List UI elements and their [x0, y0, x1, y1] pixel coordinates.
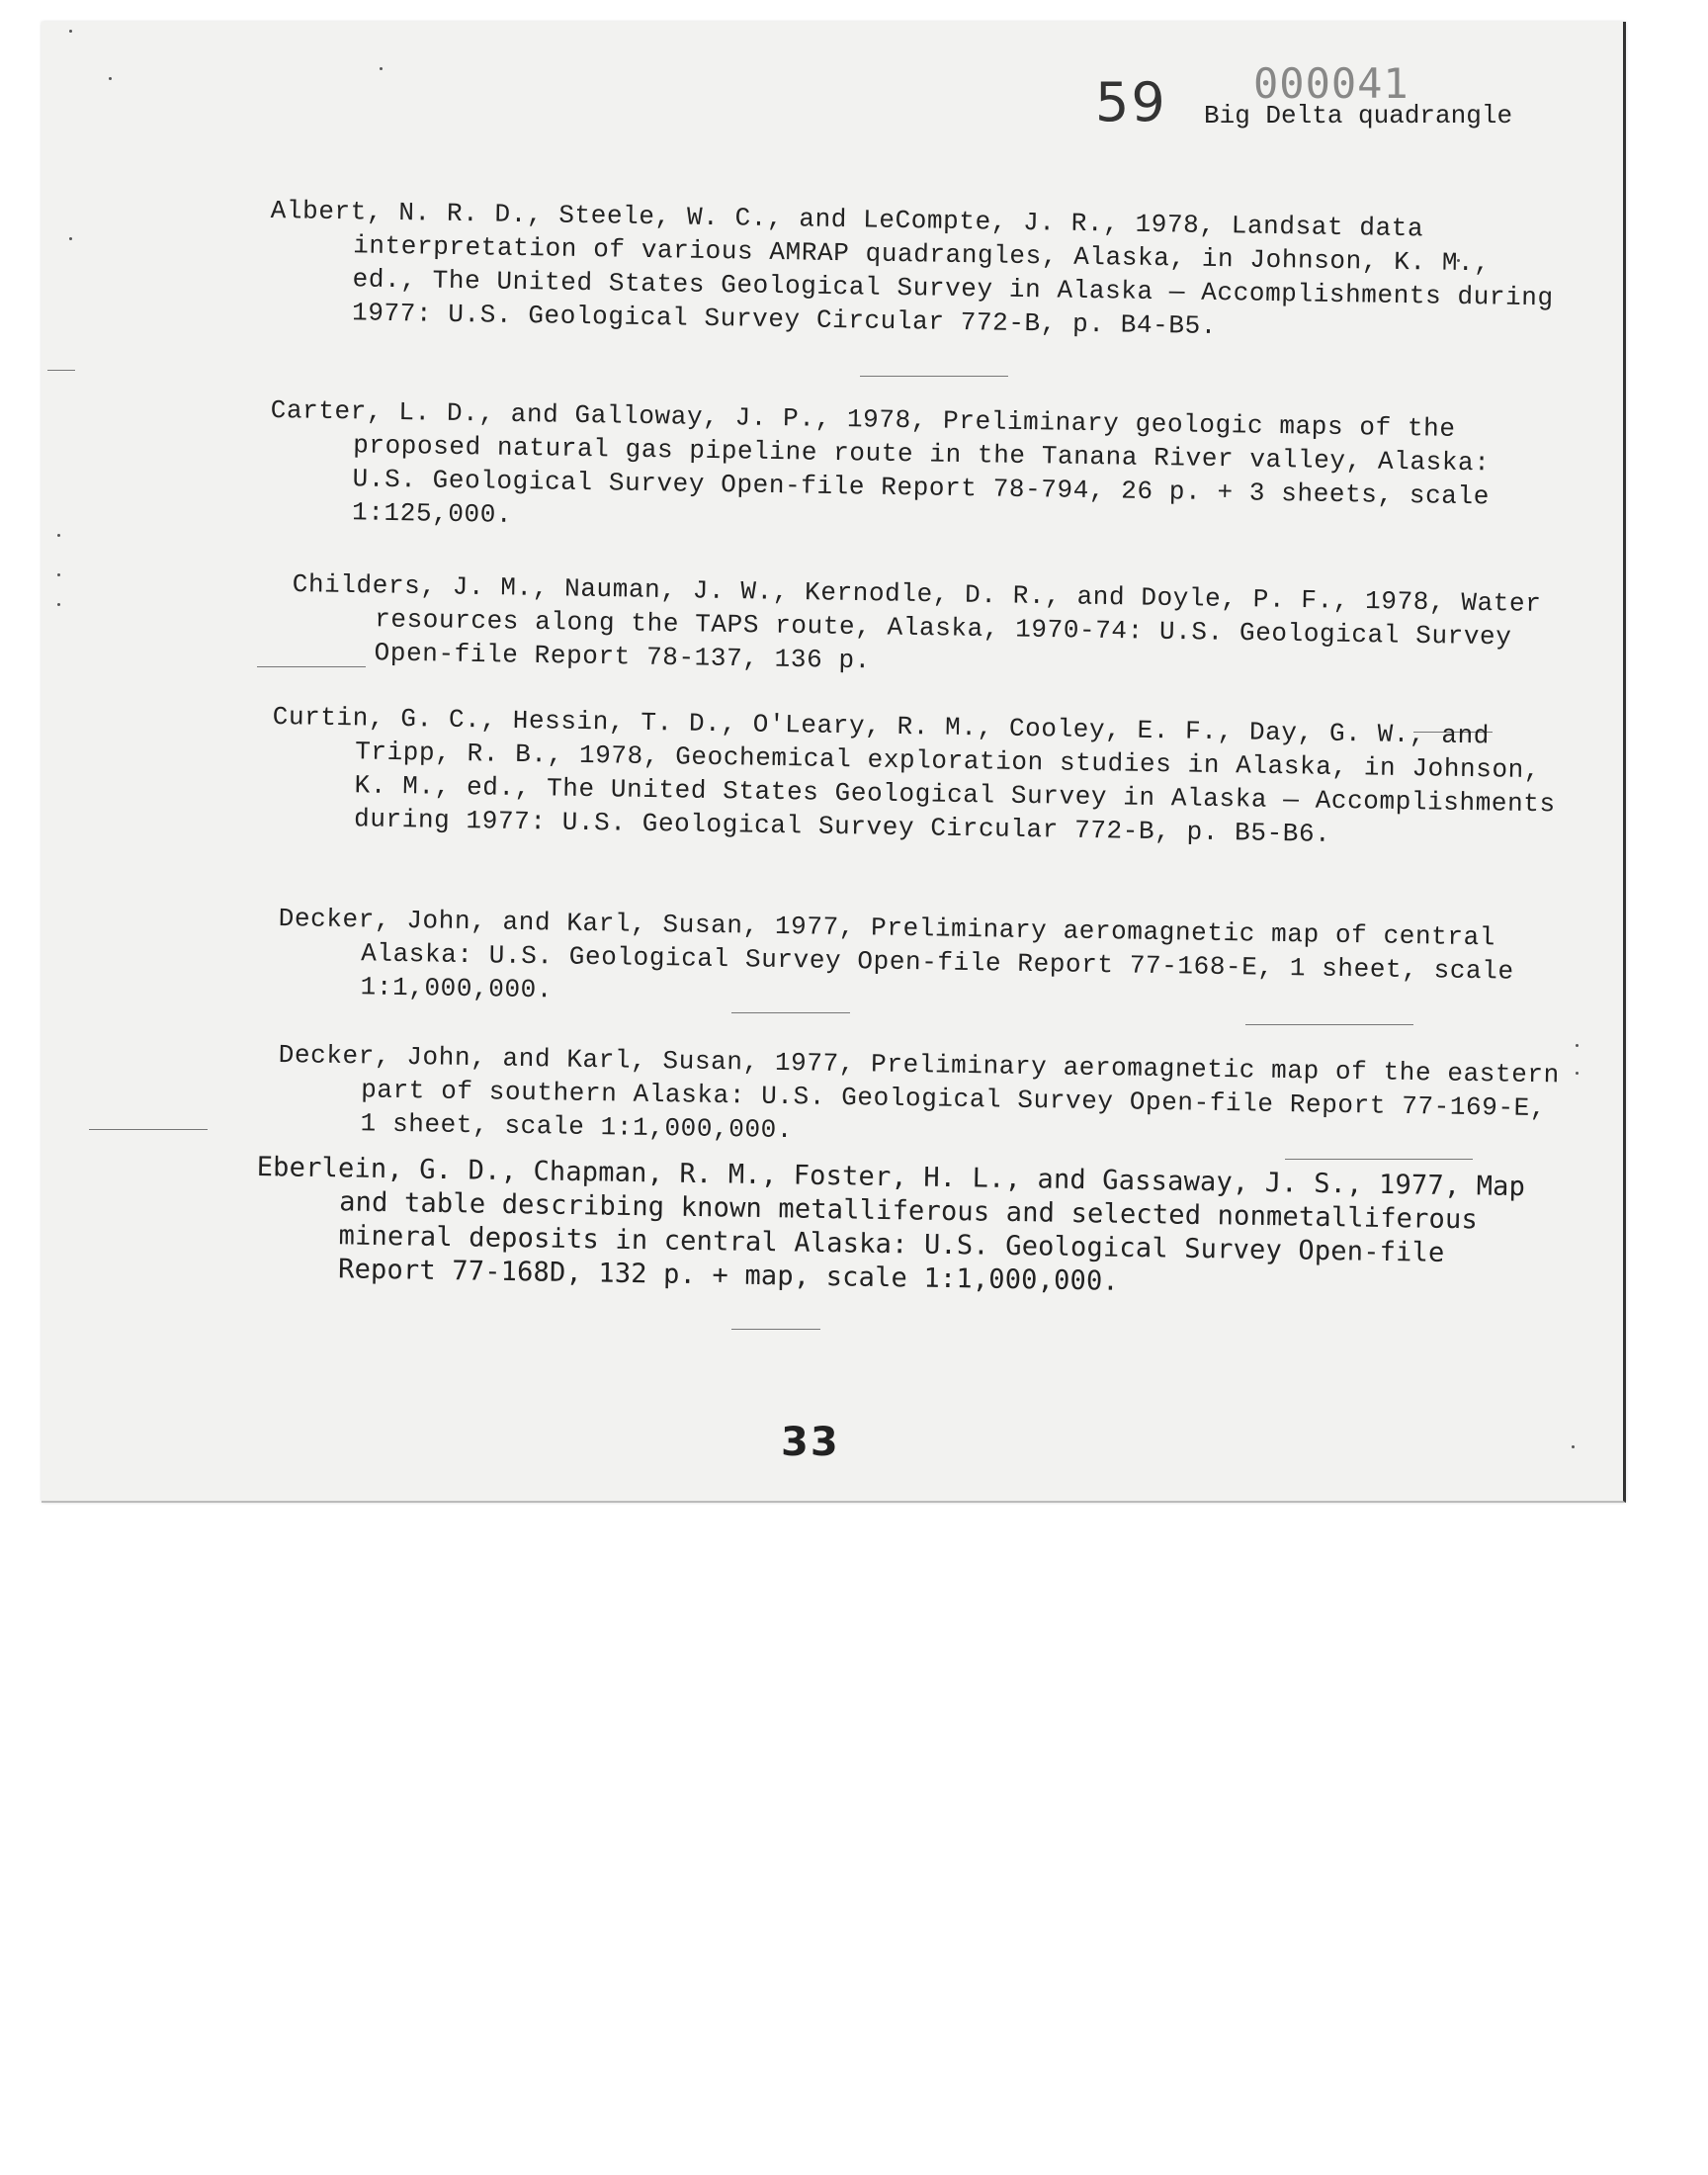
reference-carter: Carter, L. D., and Galloway, J. P., 1978, Preliminary geologic maps of the proposed natural gas pipeline route in the Tanana River valley, Alaska: U.S. Geological Survey Open-file Report 78-794, 26 p. + 3 sheets, scale 1:125,000.: [270, 394, 1491, 530]
reference-decker-southern: Decker, John, and Karl, Susan, 1977, Preliminary aeromagnetic map of the eastern part of southern Alaska: U.S. Geological Survey Open-file Report 77-169-E, 1 sheet, scale 1:1,000,000.: [278, 1039, 1561, 1146]
quadrangle-title: Big Delta quadrangle: [1204, 101, 1513, 130]
reference-albert: Albert, N. R. D., Steele, W. C., and LeCompte, J. R., 1978, Landsat data interpretation of various AMRAP quadrangles, Alaska, in Johnson, K. M., ed., The United States Geological Survey in Alaska — Accomplishments during 1977: U.S. Geological Survey Circular 772-B, p. B4-B5.: [270, 195, 1554, 342]
reference-eberlein: Eberlein, G. D., Chapman, R. M., Foster, H. L., and Gassaway, J. S., 1977, Map and table describing known metalliferous and selected nonmetalliferous mineral deposits in central Alaska: U.S. Geological Survey Open-file Report 77-168D, 132 p. + map, scale 1:1,000,000.: [256, 1151, 1526, 1297]
handwritten-number: 59: [1095, 71, 1167, 133]
reference-curtin: Curtin, G. C., Hessin, T. D., O'Leary, R. M., Cooley, E. F., Day, G. W., and Tripp, R. B., 1978, Geochemical exploration studies in Alaska, in Johnson, K. M., ed., The United States Geological Survey in Alaska — Accomplishments during 1977: U.S. Geological Survey Circular 772-B, p. B5-B6.: [272, 701, 1556, 849]
stamp-id: 000041: [1253, 59, 1409, 108]
page-number: 33: [781, 1420, 840, 1465]
reference-childers: Childers, J. M., Nauman, J. W., Kernodle, D. R., and Doyle, P. F., 1978, Water resources along the TAPS route, Alaska, 1970-74: U.S. Geological Survey Open-file Report 78-137, 136 p.: [292, 568, 1542, 676]
reference-decker-central: Decker, John, and Karl, Susan, 1977, Preliminary aeromagnetic map of central Alaska: U.S. Geological Survey Open-file Report 77-168-E, 1 sheet, scale 1:1,000,000.: [278, 903, 1514, 1005]
